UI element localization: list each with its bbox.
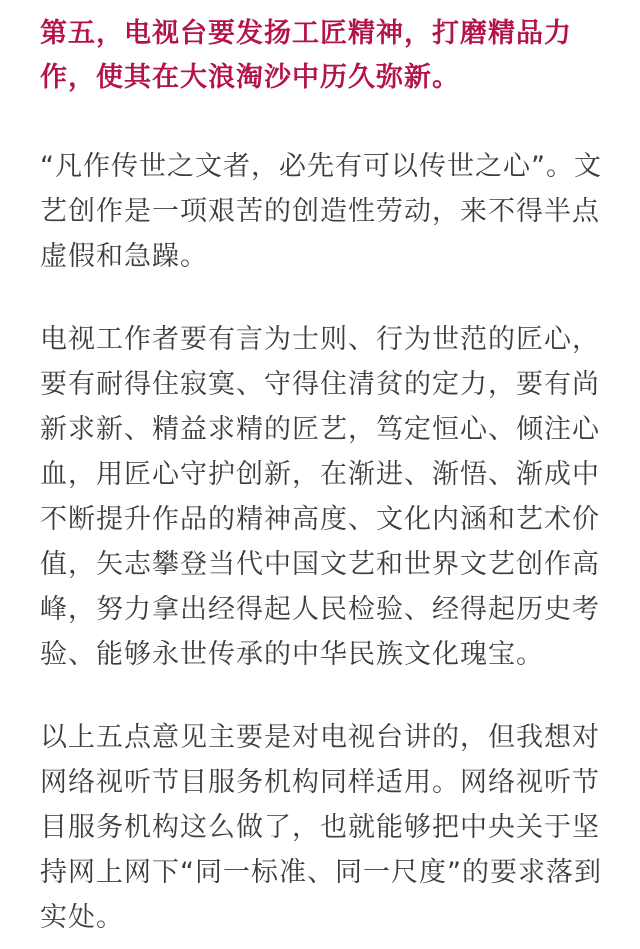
paragraph-quote: “凡作传世之文者，必先有可以传世之心”。文艺创作是一项艰苦的创造性劳动，来不得半点虚假和急躁。 [40, 151, 602, 272]
paragraph-craftsmanship: 电视工作者要有言为士则、行为世范的匠心，要有耐得住寂寞、守得住清贫的定力，要有尚新求新、精益求精的匠艺，笃定恒心、倾注心血，用匠心守护创新，在渐进、渐悟、渐成中不断提升作品的精神高度、文化内涵和艺术价值，矢志攀登当代中国文艺和世界文艺创作高峰，努力拿出经得起人民检验、经得起历史考验、能够永世传承的中华民族文化瑰宝。 [40, 324, 600, 670]
section-heading: 第五，电视台要发扬工匠精神，打磨精品力作，使其在大浪淘沙中历久弥新。 [40, 18, 572, 93]
paragraph-conclusion: 以上五点意见主要是对电视台讲的，但我想对网络视听节目服务机构同样适用。网络视听节目服务机构这么做了，也就能够把中央关于坚持网上网下“同一标准、同一尺度”的要求落到实处。 [40, 722, 602, 933]
